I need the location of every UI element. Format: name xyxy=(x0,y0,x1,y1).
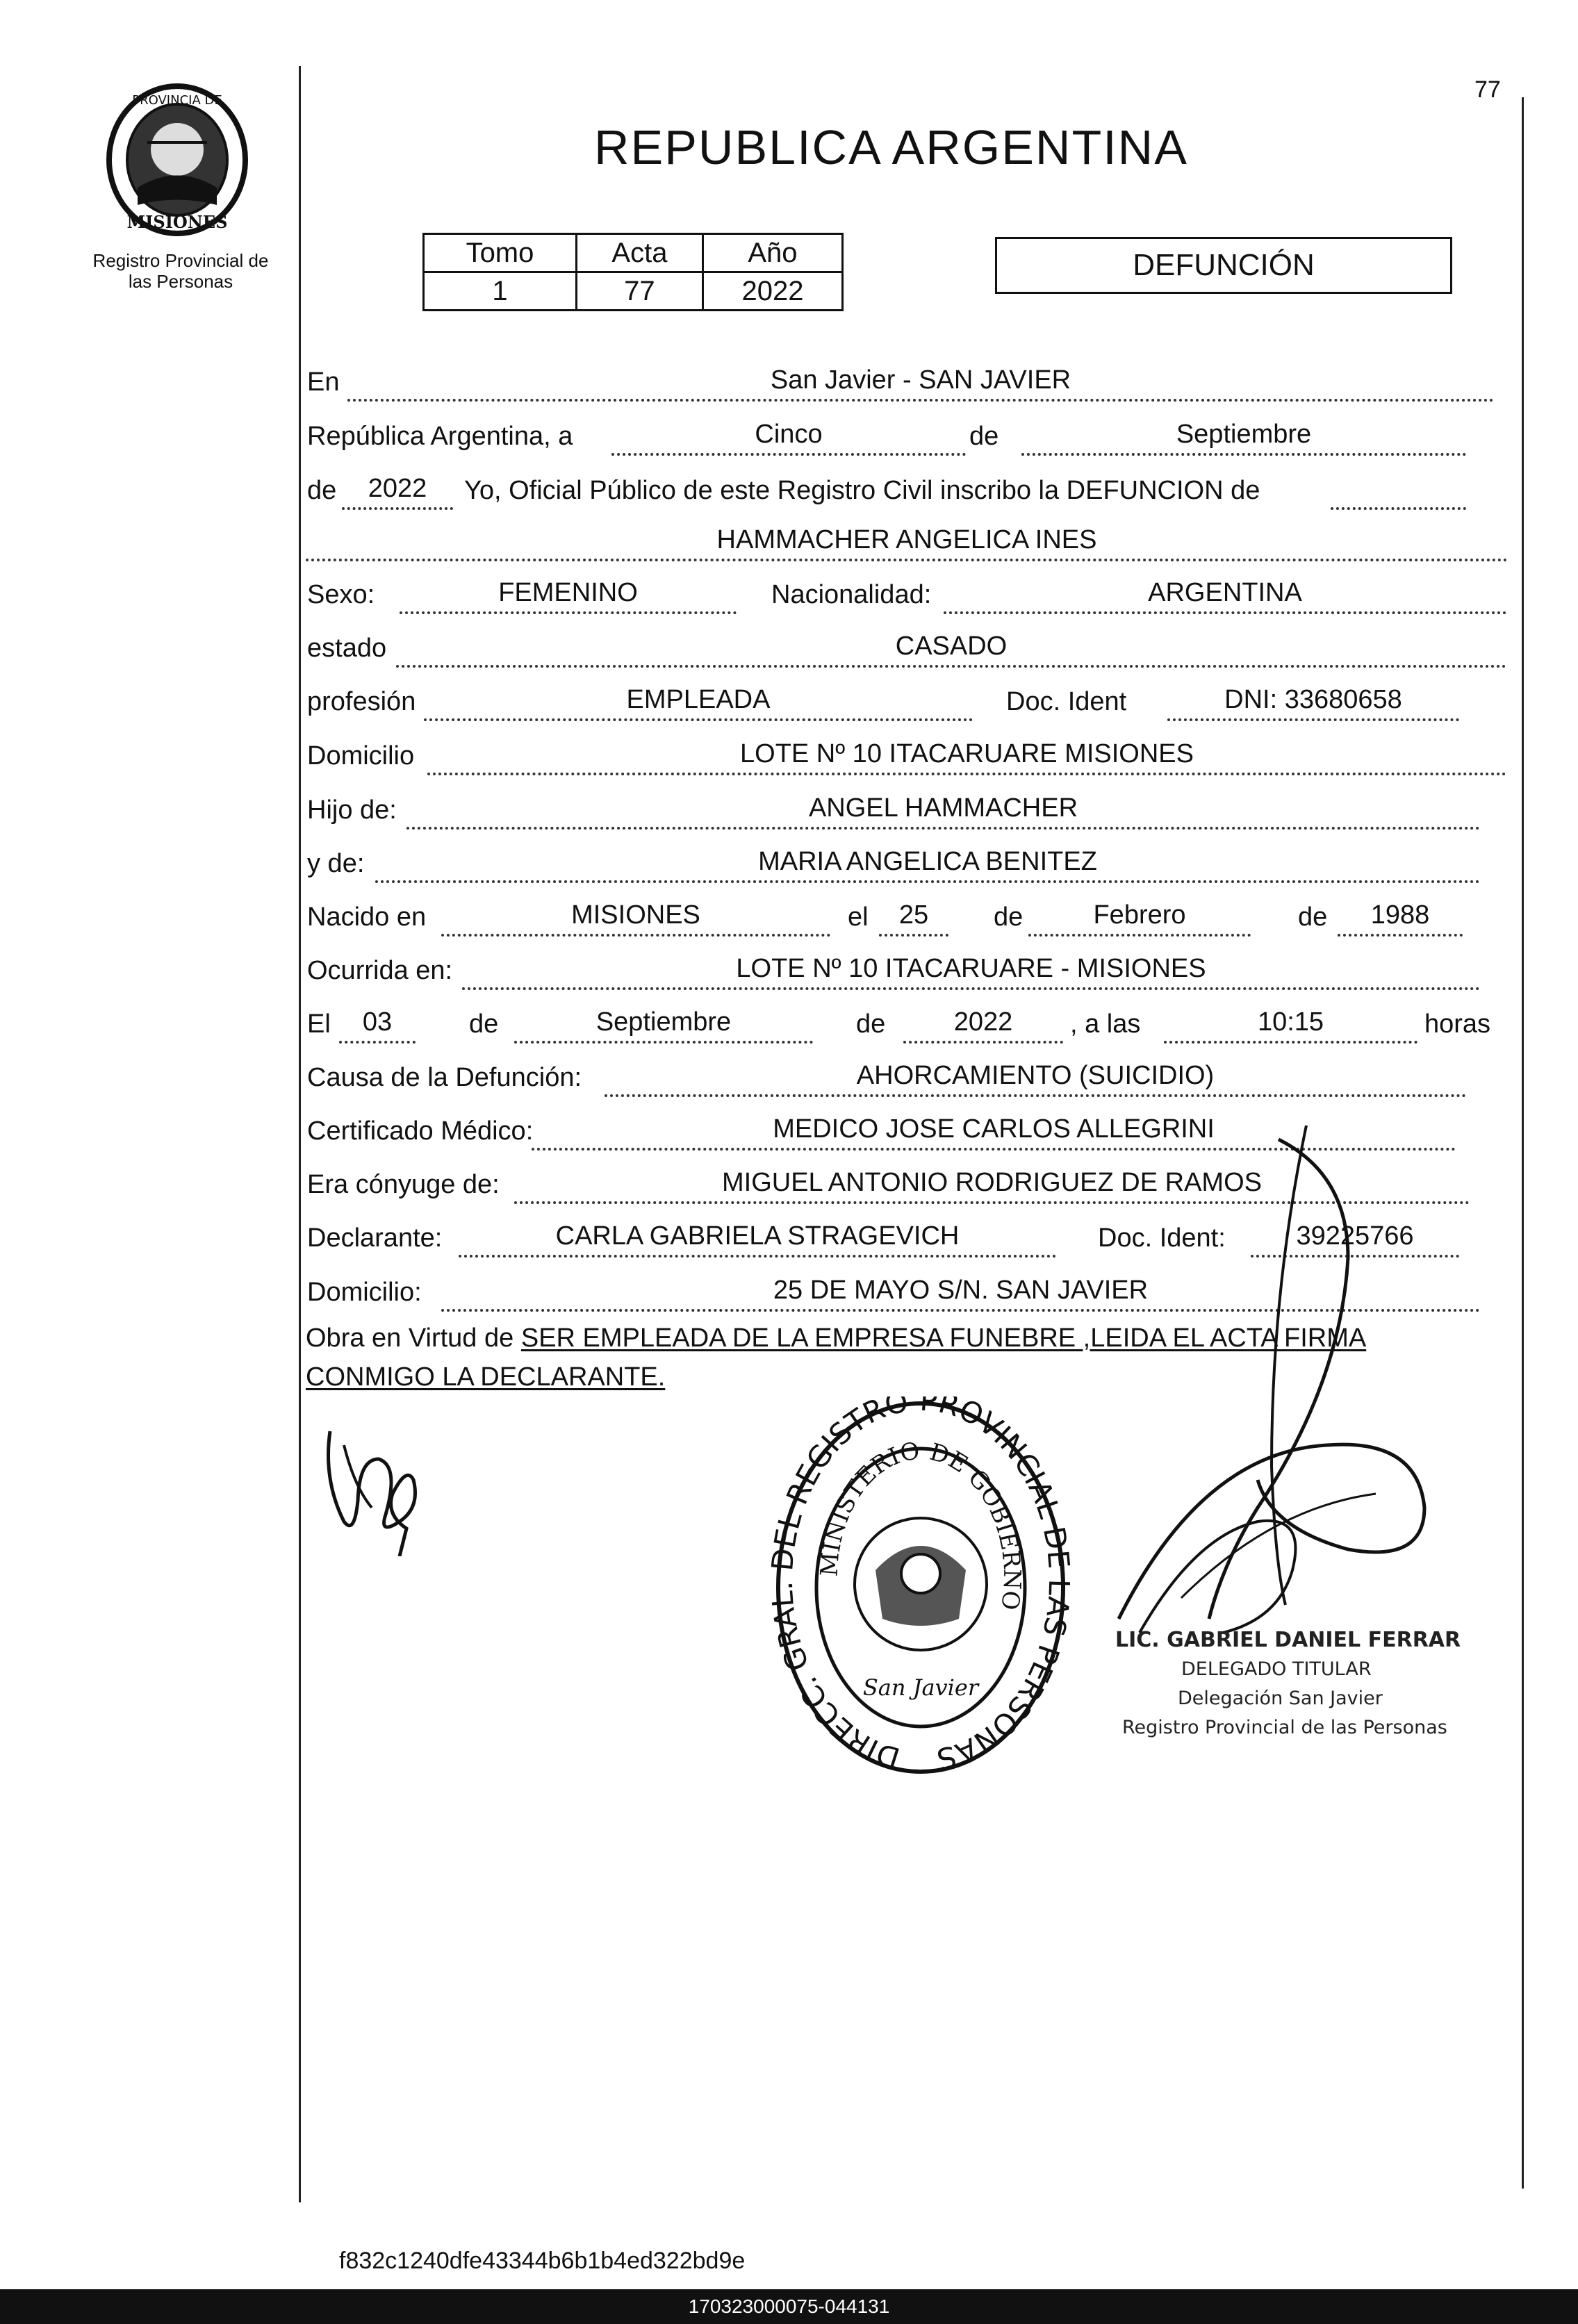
field-deceased: HAMMACHER ANGELICA INES xyxy=(306,522,1508,561)
field-decl-domicilio: 25 DE MAYO S/N. SAN JAVIER xyxy=(441,1273,1480,1312)
record-kind: DEFUNCIÓN xyxy=(995,237,1452,294)
label-de-birth-year: de xyxy=(1298,903,1328,932)
label-decl-domicilio: Domicilio: xyxy=(307,1278,422,1307)
declarant-signature xyxy=(316,1417,441,1556)
label-a-las: , a las xyxy=(1070,1009,1141,1039)
label-de-death-month: de xyxy=(469,1009,499,1039)
field-statement-fill xyxy=(1331,471,1466,510)
seal-inner-text: MINISTERIO DE GOBIERNO xyxy=(815,1437,1026,1612)
field-sexo: FEMENINO xyxy=(400,575,737,614)
row-estado xyxy=(306,627,1508,669)
label-conyuge: Era cónyuge de: xyxy=(307,1170,500,1199)
field-doc: DNI: 33680658 xyxy=(1167,682,1459,721)
label-decl-doc: Doc. Ident: xyxy=(1098,1223,1226,1253)
province-emblem xyxy=(104,83,250,236)
footer-code: 170323000075-044131 xyxy=(0,2289,1578,2324)
field-estado: CASADO xyxy=(396,629,1506,668)
field-birth-year: 1988 xyxy=(1338,898,1463,937)
official-signature xyxy=(1098,1119,1459,1660)
label-el-death: El xyxy=(307,1009,331,1039)
page-number: 77 xyxy=(1474,76,1501,103)
field-causa: AHORCAMIENTO (SUICIDIO) xyxy=(605,1058,1466,1097)
field-birth-day: 25 xyxy=(879,898,948,937)
row-profesion xyxy=(306,681,1508,723)
field-domicilio: LOTE Nº 10 ITACARUARE MISIONES xyxy=(427,736,1506,775)
field-year: 2022 xyxy=(342,471,453,510)
label-certificado: Certificado Médico: xyxy=(307,1116,534,1146)
signature-stamp xyxy=(1115,1626,1461,1742)
stamp-line-4: Registro Provincial de las Personas xyxy=(1122,1717,1447,1738)
row-causa xyxy=(306,1057,1508,1098)
label-hijo: Hijo de: xyxy=(307,796,397,825)
registry-caption: Registro Provincial de las Personas xyxy=(92,250,269,292)
left-margin-line xyxy=(299,66,301,2202)
label-horas: horas xyxy=(1424,1009,1491,1039)
label-de: de xyxy=(969,422,999,451)
label-de-birth-month: de xyxy=(994,903,1024,932)
label-yde: y de: xyxy=(307,849,365,878)
row-yde xyxy=(306,843,1508,884)
label-causa: Causa de la Defunción: xyxy=(307,1063,582,1092)
field-death-year: 2022 xyxy=(903,1005,1063,1044)
label-estado: estado xyxy=(307,634,387,663)
field-conyuge: MIGUEL ANTONIO RODRIGUEZ DE RAMOS xyxy=(514,1165,1470,1204)
statement-text: Yo, Oficial Público de este Registro Civil inscribo la DEFUNCION de xyxy=(464,476,1260,505)
field-certificado: MEDICO JOSE CARLOS ALLEGRINI xyxy=(532,1112,1456,1151)
field-ocurrida-en: LOTE Nº 10 ITACARUARE - MISIONES xyxy=(462,951,1480,990)
row-nacido xyxy=(306,896,1508,938)
obra-line-1: SER EMPLEADA DE LA EMPRESA FUNEBRE ,LEIDA EL ACTA FIRMA xyxy=(520,1324,1367,1353)
emblem-bottom-text: MISIONES xyxy=(126,212,228,232)
row-deceased xyxy=(306,521,1508,563)
label-nacido: Nacido en xyxy=(307,903,427,932)
field-day-text: Cinco xyxy=(611,417,966,456)
right-margin-line xyxy=(1522,97,1524,2189)
row-death-date xyxy=(306,1003,1508,1045)
field-nacido-en: MISIONES xyxy=(441,898,830,937)
stamp-line-1: LIC. GABRIEL DANIEL FERRAR xyxy=(1115,1628,1461,1652)
label-declarante: Declarante: xyxy=(307,1223,443,1253)
field-profesion: EMPLEADA xyxy=(424,682,973,721)
label-de-year: de xyxy=(307,476,337,505)
label-nacionalidad: Nacionalidad: xyxy=(771,580,932,609)
header-tomo: Tomo xyxy=(424,234,577,272)
field-decl-doc: 39225766 xyxy=(1251,1219,1459,1258)
value-anio: 2022 xyxy=(702,272,842,311)
field-month-text: Septiembre xyxy=(1021,417,1466,456)
row-fecha xyxy=(306,415,1508,457)
label-domicilio: Domicilio xyxy=(307,741,415,770)
row-domicilio xyxy=(306,735,1508,777)
emblem-top-text: PROVINCIA DE xyxy=(132,93,222,108)
seal-city: San Javier xyxy=(862,1674,979,1701)
obra-label: Obra en Virtud de xyxy=(306,1324,514,1353)
field-birth-month: Febrero xyxy=(1028,898,1251,937)
field-padre: ANGEL HAMMACHER xyxy=(406,791,1480,830)
row-hijo xyxy=(306,789,1508,831)
row-sexo xyxy=(306,574,1508,616)
value-acta: 77 xyxy=(576,272,702,311)
label-en: En xyxy=(307,368,340,397)
row-ocurrida xyxy=(306,950,1508,991)
record-table xyxy=(422,233,844,311)
label-de-death-year: de xyxy=(856,1009,886,1039)
page-title: REPUBLICA ARGENTINA xyxy=(594,120,1188,174)
label-ocurrida: Ocurrida en: xyxy=(307,956,453,985)
label-sexo: Sexo: xyxy=(307,580,375,609)
row-statement xyxy=(306,470,1508,511)
row-en xyxy=(306,361,1508,403)
field-death-day: 03 xyxy=(339,1005,416,1044)
document-hash: f832c1240dfe43344b6b1b4ed322bd9e xyxy=(339,2248,746,2274)
field-place: San Javier - SAN JAVIER xyxy=(347,363,1494,402)
value-tomo: 1 xyxy=(424,272,577,311)
header-acta: Acta xyxy=(576,234,702,272)
label-el: el xyxy=(848,903,869,932)
seal-outer-text: DIRECC. GR L REGISTRO PROVINCIAL S PERSONAS xyxy=(771,1396,1070,1777)
field-death-month: Septiembre xyxy=(514,1005,813,1044)
field-death-time: 10:15 xyxy=(1164,1005,1417,1044)
field-nacionalidad: ARGENTINA xyxy=(944,575,1506,614)
stamp-line-2: DELEGADO TITULAR xyxy=(1181,1658,1372,1680)
official-seal xyxy=(771,1396,1070,1786)
obra-line-2: CONMIGO LA DECLARANTE. xyxy=(306,1362,666,1392)
label-doc: Doc. Ident xyxy=(1006,687,1127,716)
field-madre: MARIA ANGELICA BENITEZ xyxy=(375,844,1480,883)
header-anio: Año xyxy=(702,234,842,272)
label-profesion: profesión xyxy=(307,687,416,716)
field-declarante: CARLA GABRIELA STRAGEVICH xyxy=(459,1219,1056,1258)
stamp-line-3: Delegación San Javier xyxy=(1178,1688,1383,1709)
label-republica: República Argentina, a xyxy=(307,422,573,451)
